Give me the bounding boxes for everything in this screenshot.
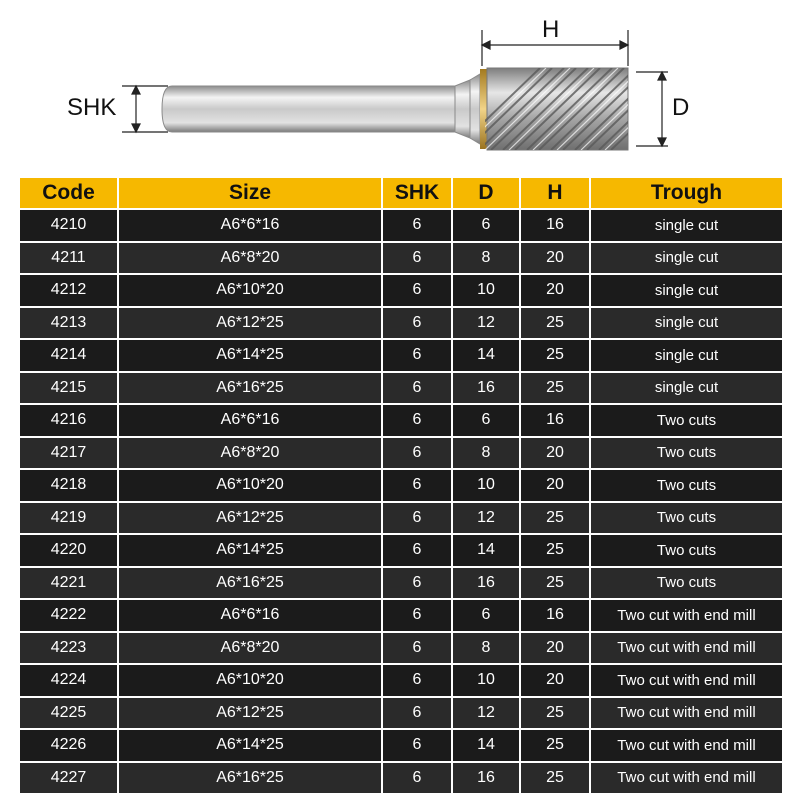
cell-h: 20 bbox=[520, 469, 590, 502]
cell-d: 12 bbox=[452, 697, 520, 730]
cell-size: A6*14*25 bbox=[118, 339, 382, 372]
burr-drawing bbox=[0, 0, 800, 178]
header-h: H bbox=[520, 178, 590, 209]
cell-code: 4223 bbox=[20, 632, 118, 665]
table-row bbox=[20, 307, 782, 340]
cell-h: 20 bbox=[520, 274, 590, 307]
cell-h: 20 bbox=[520, 632, 590, 665]
cell-code: 4215 bbox=[20, 372, 118, 405]
cell-size: A6*8*20 bbox=[118, 632, 382, 665]
cell-h: 16 bbox=[520, 404, 590, 437]
cell-shk: 6 bbox=[382, 339, 452, 372]
cell-code: 4219 bbox=[20, 502, 118, 535]
cell-d: 6 bbox=[452, 404, 520, 437]
cell-shk: 6 bbox=[382, 209, 452, 242]
cell-code: 4224 bbox=[20, 664, 118, 697]
cell-shk: 6 bbox=[382, 404, 452, 437]
table-row bbox=[20, 209, 782, 242]
cell-h: 16 bbox=[520, 599, 590, 632]
cell-shk: 6 bbox=[382, 664, 452, 697]
cell-h: 25 bbox=[520, 534, 590, 567]
header-d: D bbox=[452, 178, 520, 209]
cell-d: 10 bbox=[452, 469, 520, 502]
cell-size: A6*12*25 bbox=[118, 502, 382, 535]
shank bbox=[162, 74, 480, 144]
cell-d: 6 bbox=[452, 599, 520, 632]
cell-d: 14 bbox=[452, 534, 520, 567]
cell-h: 25 bbox=[520, 502, 590, 535]
cell-code: 4220 bbox=[20, 534, 118, 567]
cell-size: A6*16*25 bbox=[118, 762, 382, 794]
cell-size: A6*14*25 bbox=[118, 729, 382, 762]
cell-code: 4218 bbox=[20, 469, 118, 502]
cell-shk: 6 bbox=[382, 274, 452, 307]
cell-trough: Two cut with end mill bbox=[590, 632, 782, 665]
table-row bbox=[20, 372, 782, 405]
cell-shk: 6 bbox=[382, 307, 452, 340]
cell-code: 4226 bbox=[20, 729, 118, 762]
cell-d: 12 bbox=[452, 307, 520, 340]
cell-shk: 6 bbox=[382, 469, 452, 502]
table-row bbox=[20, 404, 782, 437]
cell-d: 16 bbox=[452, 762, 520, 794]
cell-trough: Two cuts bbox=[590, 534, 782, 567]
cell-shk: 6 bbox=[382, 567, 452, 600]
cell-shk: 6 bbox=[382, 372, 452, 405]
cell-trough: single cut bbox=[590, 274, 782, 307]
table-row bbox=[20, 762, 782, 794]
cell-trough: Two cuts bbox=[590, 404, 782, 437]
header-size: Size bbox=[118, 178, 382, 209]
table-row bbox=[20, 599, 782, 632]
cell-code: 4217 bbox=[20, 437, 118, 470]
cell-shk: 6 bbox=[382, 534, 452, 567]
cell-code: 4221 bbox=[20, 567, 118, 600]
burr-diagram bbox=[0, 0, 800, 178]
cell-h: 20 bbox=[520, 437, 590, 470]
table-row bbox=[20, 534, 782, 567]
cell-size: A6*16*25 bbox=[118, 567, 382, 600]
cell-trough: Two cut with end mill bbox=[590, 664, 782, 697]
cell-shk: 6 bbox=[382, 502, 452, 535]
table-row bbox=[20, 437, 782, 470]
cell-code: 4214 bbox=[20, 339, 118, 372]
cell-size: A6*8*20 bbox=[118, 242, 382, 275]
cell-size: A6*6*16 bbox=[118, 599, 382, 632]
cell-trough: single cut bbox=[590, 339, 782, 372]
cell-d: 10 bbox=[452, 664, 520, 697]
cell-trough: Two cut with end mill bbox=[590, 762, 782, 794]
cell-h: 16 bbox=[520, 209, 590, 242]
diameter-label: D bbox=[672, 94, 690, 121]
cell-trough: single cut bbox=[590, 372, 782, 405]
cell-h: 25 bbox=[520, 372, 590, 405]
cell-h: 20 bbox=[520, 664, 590, 697]
cell-h: 25 bbox=[520, 762, 590, 794]
cell-trough: Two cut with end mill bbox=[590, 697, 782, 730]
cell-code: 4222 bbox=[20, 599, 118, 632]
cell-trough: single cut bbox=[590, 242, 782, 275]
cell-code: 4216 bbox=[20, 404, 118, 437]
table-row bbox=[20, 274, 782, 307]
cell-h: 25 bbox=[520, 697, 590, 730]
head-length-label: H bbox=[542, 16, 560, 43]
table-row bbox=[20, 729, 782, 762]
cell-code: 4210 bbox=[20, 209, 118, 242]
cell-h: 25 bbox=[520, 729, 590, 762]
cell-size: A6*6*16 bbox=[118, 404, 382, 437]
cell-h: 25 bbox=[520, 567, 590, 600]
cell-code: 4225 bbox=[20, 697, 118, 730]
cell-trough: single cut bbox=[590, 307, 782, 340]
cell-d: 14 bbox=[452, 339, 520, 372]
cell-code: 4211 bbox=[20, 242, 118, 275]
cell-trough: Two cuts bbox=[590, 437, 782, 470]
cell-trough: Two cuts bbox=[590, 567, 782, 600]
cell-code: 4213 bbox=[20, 307, 118, 340]
cell-d: 14 bbox=[452, 729, 520, 762]
cell-trough: Two cut with end mill bbox=[590, 599, 782, 632]
cell-d: 8 bbox=[452, 632, 520, 665]
header-shk: SHK bbox=[382, 178, 452, 209]
cell-size: A6*16*25 bbox=[118, 372, 382, 405]
cell-d: 8 bbox=[452, 242, 520, 275]
spec-table bbox=[20, 178, 782, 793]
cell-d: 6 bbox=[452, 209, 520, 242]
cell-size: A6*12*25 bbox=[118, 307, 382, 340]
cell-h: 25 bbox=[520, 339, 590, 372]
cell-d: 16 bbox=[452, 372, 520, 405]
shank-dimension-label: SHK bbox=[67, 94, 117, 121]
cell-size: A6*6*16 bbox=[118, 209, 382, 242]
cell-shk: 6 bbox=[382, 697, 452, 730]
table-row bbox=[20, 502, 782, 535]
cell-code: 4212 bbox=[20, 274, 118, 307]
table-row bbox=[20, 242, 782, 275]
table-row bbox=[20, 697, 782, 730]
cell-d: 8 bbox=[452, 437, 520, 470]
cell-size: A6*10*20 bbox=[118, 664, 382, 697]
cell-shk: 6 bbox=[382, 632, 452, 665]
table-header-row bbox=[20, 178, 782, 209]
cell-code: 4227 bbox=[20, 762, 118, 794]
header-trough: Trough bbox=[590, 178, 782, 209]
table-row bbox=[20, 339, 782, 372]
cell-shk: 6 bbox=[382, 762, 452, 794]
cell-size: A6*12*25 bbox=[118, 697, 382, 730]
cell-size: A6*14*25 bbox=[118, 534, 382, 567]
table-row bbox=[20, 469, 782, 502]
table-row bbox=[20, 632, 782, 665]
cell-trough: Two cuts bbox=[590, 502, 782, 535]
cell-shk: 6 bbox=[382, 599, 452, 632]
header-code: Code bbox=[20, 178, 118, 209]
cell-trough: single cut bbox=[590, 209, 782, 242]
cell-shk: 6 bbox=[382, 242, 452, 275]
cell-d: 12 bbox=[452, 502, 520, 535]
cell-trough: Two cuts bbox=[590, 469, 782, 502]
table-row bbox=[20, 664, 782, 697]
cell-h: 25 bbox=[520, 307, 590, 340]
cell-h: 20 bbox=[520, 242, 590, 275]
cell-d: 16 bbox=[452, 567, 520, 600]
cell-size: A6*8*20 bbox=[118, 437, 382, 470]
cell-trough: Two cut with end mill bbox=[590, 729, 782, 762]
cell-size: A6*10*20 bbox=[118, 469, 382, 502]
table-row bbox=[20, 567, 782, 600]
cell-shk: 6 bbox=[382, 729, 452, 762]
cell-size: A6*10*20 bbox=[118, 274, 382, 307]
cell-shk: 6 bbox=[382, 437, 452, 470]
cell-d: 10 bbox=[452, 274, 520, 307]
